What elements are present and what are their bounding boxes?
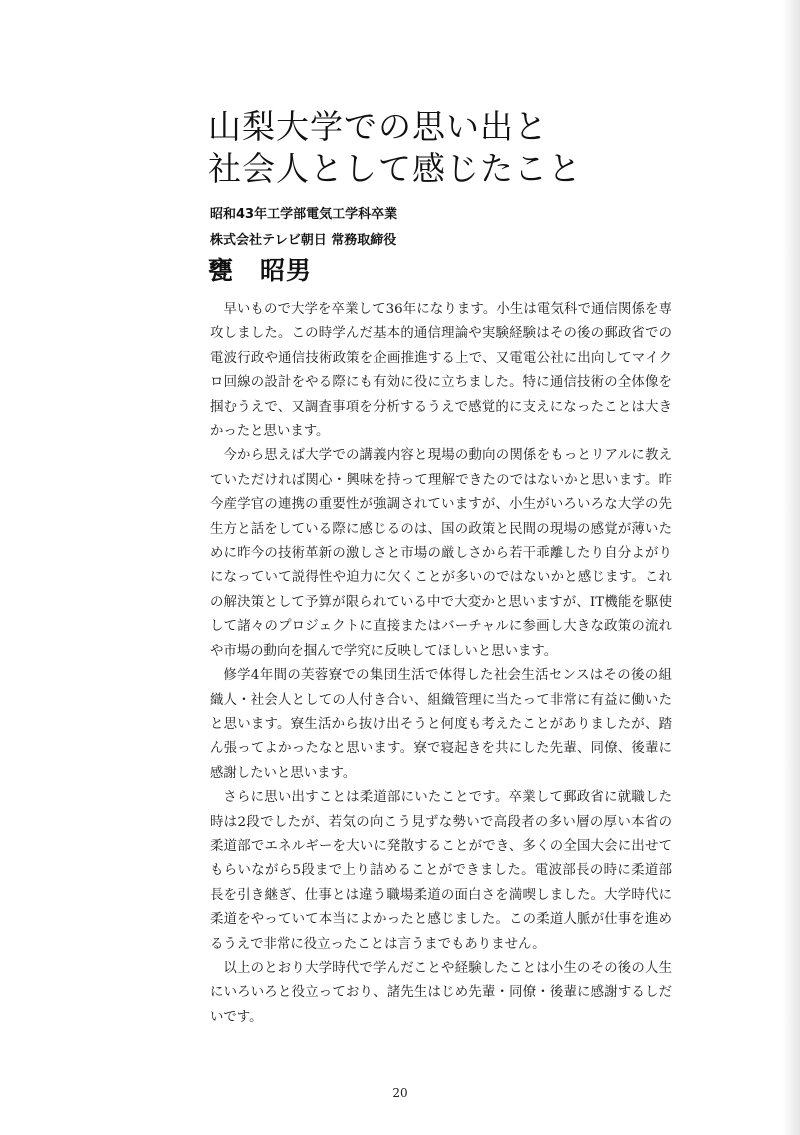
job-title: 株式会社テレビ朝日 常務取締役 <box>210 233 397 248</box>
body-paragraph: 今から思えば大学での講義内容と現場の動向の関係をもっとリアルに教えていただければ関心・興味を持って理解できたのではないかと思います。昨今産学官の連携の重要性が強調されていますが、小生がいろいろな大学の先生方と話をしている際に感じるのは、国の政策と民間の現場の感覚が薄いために昨今の技術革新の激しさと市場の厳しさから若干乖離したり自分よがりになっていて説得性や迫力に欠くことが多いのではないかと感じます。これの解決策として予算が限られている中で大変かと思いますが、IT機能を駆使して諸々のプロジェクトに直接またはバーチャルに参画し大きな政策の流れや市場の動向を掴んで学究に反映してほしいと思います。 <box>210 448 672 659</box>
body-paragraph: 修学4年間の芙蓉寮での集団生活で体得した社会生活センスはその後の組織人・社会人としての人付き合い、組織管理に当たって非常に有益に働いたと思います。寮生活から抜け出そうと何度も考えたことがありましたが、踏ん張ってよかったなと思います。寮で寝起きを共にした先輩、同僚、後輩に感謝したいと思います。 <box>210 668 672 781</box>
graduation-info: 昭和43年工学部電気工学科卒業 <box>210 207 398 222</box>
article-title-line: 山梨大学での思い出と <box>208 107 548 146</box>
article-title-line: 社会人として感じたこと <box>208 149 582 188</box>
page-edge-shadow <box>782 0 800 1135</box>
page-number: 20 <box>392 1086 408 1100</box>
article-body <box>210 298 672 1030</box>
body-paragraph: 以上のとおり大学時代で学んだことや経験したことは小生のその後の人生にいろいろと役立っており、諸先生はじめ先輩・同僚・後輩に感謝するしだいです。 <box>210 960 672 1025</box>
body-paragraph: 早いもので大学を卒業して36年になります。小生は電気科で通信関係を専攻しました。この時学んだ基本的通信理論や実験経験はその後の郵政省での電波行政や通信技術政策を企画推進する上で、又電電公社に出向してマイクロ回線の設計をやる際にも有効に役に立ちました。特に通信技術の全体像を掴むうえで、又調査事項を分析するうえで感覚的に支えになったことは大きかったと思います。 <box>210 302 672 440</box>
body-paragraph: さらに思い出すことは柔道部にいたことです。卒業して郵政省に就職した時は2段でしたが、若気の向こう見ずな勢いで高段者の多い層の厚い本省の柔道部でエネルギーを大いに発散することができ、多くの全国大会に出せてもらいながら5段まで上り詰めることができました。電波部長の時に柔道部長を引き継ぎ、仕事とは違う職場柔道の面白さを満喫しました。大学時代に柔道をやっていて本当によかったと感じました。この柔道人脈が仕事を進めるうえで非常に役立ったことは言うまでもありません。 <box>210 790 672 952</box>
article-title <box>208 106 582 190</box>
author-name: 甕 昭男 <box>208 256 313 285</box>
author-affiliation <box>210 202 397 254</box>
